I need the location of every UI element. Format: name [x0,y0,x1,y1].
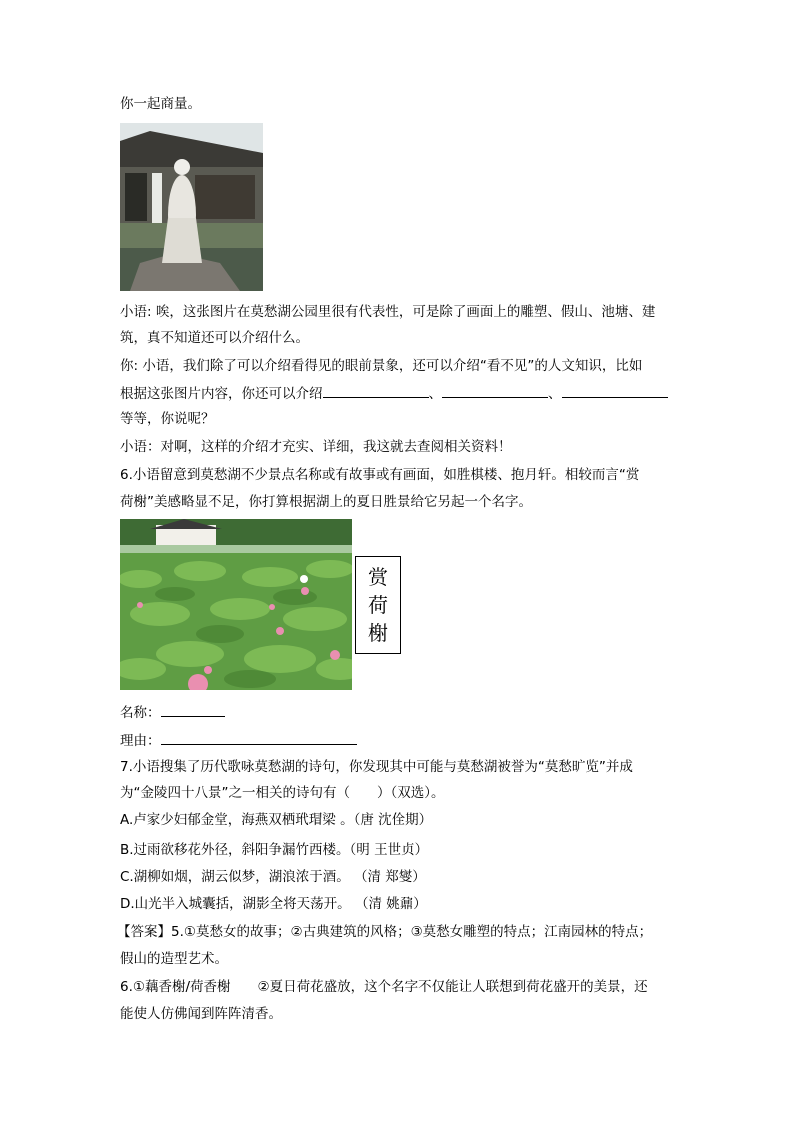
reason-label: 理由： [120,733,161,749]
option-d: D.山光半入城囊括，湖影全将天荡开。 （清 姚鼐） [120,896,427,912]
dialog-line: 你: 小语，我们除了可以介绍看得见的眼前景象，还可以介绍“看不见”的人文知识，比如 [120,358,643,374]
option-c: C.湖柳如烟，湖云似梦，湖浪浓于酒。 （清 郑燮） [120,869,426,885]
dialog-line: 等等，你说呢？ [120,411,215,427]
sign-char: 荷 [368,593,388,617]
dialog-line-with-blanks [120,383,668,404]
answer-blank-1[interactable] [323,383,429,398]
question-6: 6.小语留意到莫愁湖不少景点名称或有故事或有画面，如胜棋楼、抱月轩。相较而言“赏 [120,467,640,483]
sign-char: 榭 [368,621,388,645]
reason-blank[interactable] [161,730,357,745]
statue-photo [120,123,263,291]
dialog-line: 小语：对啊，这样的介绍才充实、详细，我这就去查阅相关资料！ [120,439,512,455]
answer-blank-2[interactable] [442,383,548,398]
answer-blank-3[interactable] [562,383,668,398]
name-answer-line [120,702,225,723]
answer-6-cont: 能使人仿佛闻到阵阵清香。 [120,1006,282,1022]
lotus-pond-photo [120,519,352,690]
dialog-line: 筑，真不知道还可以介绍什么。 [120,330,309,346]
question-6-cont: 荷榭”美感略显不足，你打算根据湖上的夏日胜景给它另起一个名字。 [120,494,532,510]
option-b: B.过雨欲移花外径，斜阳争漏竹西楼。（明 王世贞） [120,842,429,858]
intro-text: 你一起商量。 [120,96,201,112]
dialog-text: 根据这张图片内容，你还可以介绍 [120,386,323,402]
name-blank[interactable] [161,702,225,717]
pavilion-name-sign [355,556,401,654]
sign-char: 赏 [368,565,388,589]
answer-5-cont: 假山的造型艺术。 [120,951,228,967]
option-a: A.卢家少妇郁金堂，海燕双栖玳瑁梁 。（唐 沈佺期） [120,812,433,828]
question-7-cont: 为“金陵四十八景”之一相关的诗句有（ ）（双选）。 [120,785,445,801]
name-label: 名称： [120,705,161,721]
separator: 、 [428,386,442,402]
answer-6: 6.①藕香榭/荷香榭 ②夏日荷花盛放，这个名字不仅能让人联想到荷花盛开的美景，还 [120,979,648,995]
answer-5: 【答案】5.①莫愁女的故事；②古典建筑的风格；③莫愁女雕塑的特点；江南园林的特点； [117,924,653,940]
dialog-line: 小语: 唉，这张图片在莫愁湖公园里很有代表性，可是除了画面上的雕塑、假山、池塘、建 [120,304,656,320]
separator: 、 [548,386,562,402]
question-7: 7.小语搜集了历代歌咏莫愁湖的诗句，你发现其中可能与莫愁湖被誉为“莫愁旷览”并成 [120,759,633,775]
reason-answer-line [120,730,357,751]
